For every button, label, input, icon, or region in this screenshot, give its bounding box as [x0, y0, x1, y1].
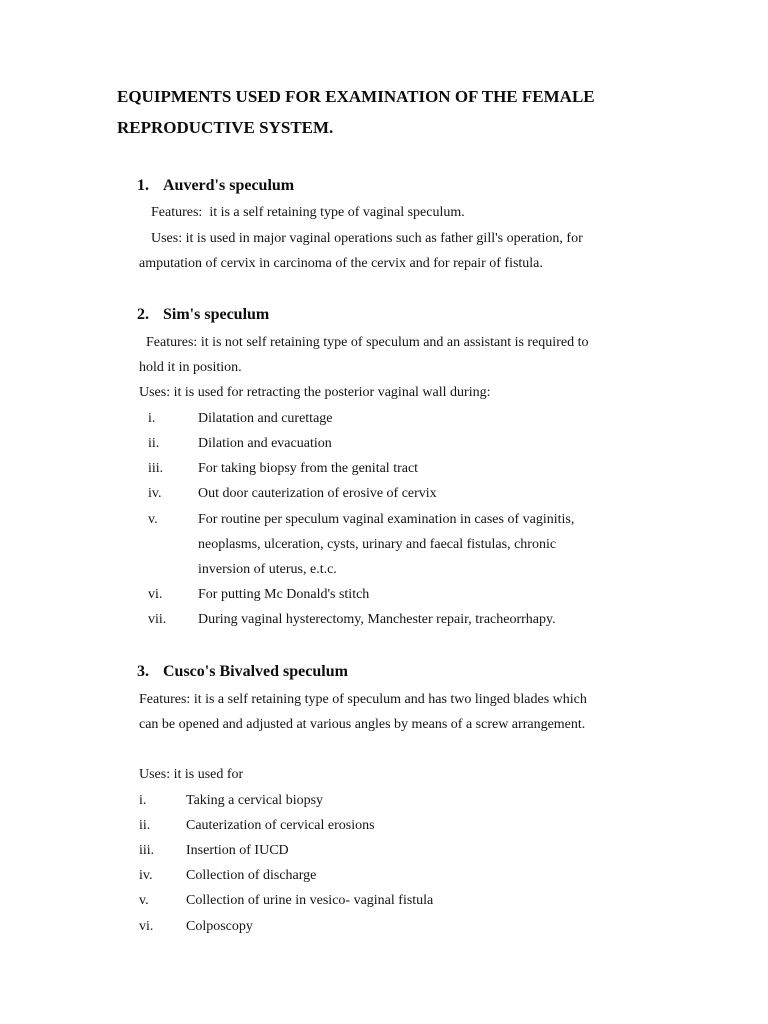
- section-3-heading: Cusco's Bivalved speculum: [163, 663, 348, 680]
- list-item-number: vii.: [148, 612, 167, 627]
- list-item-number: vi.: [148, 587, 163, 602]
- section-2-heading: Sim's speculum: [163, 306, 270, 323]
- list-item-text: Insertion of IUCD: [186, 843, 289, 858]
- list-item-number: iii.: [139, 843, 155, 858]
- list-item-number: iv.: [139, 868, 153, 883]
- page-title-line-1: EQUIPMENTS USED FOR EXAMINATION OF THE FEMALE: [117, 87, 595, 106]
- list-item-number: ii.: [148, 436, 160, 451]
- page-title-line-2: REPRODUCTIVE SYSTEM.: [117, 118, 334, 137]
- list-item-number: vi.: [139, 919, 154, 934]
- section-2-features-line-1: Features: it is not self retaining type of speculum and an assistant is required to: [146, 335, 589, 350]
- list-item-text: Dilatation and curettage: [198, 411, 333, 426]
- section-2-uses-intro: Uses: it is used for retracting the posterior vaginal wall during:: [139, 385, 491, 400]
- list-item-number: ii.: [139, 818, 151, 833]
- section-1-heading: Auverd's speculum: [163, 177, 295, 194]
- list-item-number: iii.: [148, 461, 164, 476]
- section-1-number: 1.: [137, 177, 149, 194]
- list-item-text: For putting Mc Donald's stitch: [198, 587, 370, 602]
- section-3-number: 3.: [137, 663, 149, 680]
- section-2-features-line-2: hold it in position.: [139, 360, 242, 375]
- list-item-text: Collection of discharge: [186, 868, 317, 883]
- list-item-number: i.: [139, 793, 147, 808]
- section-3-uses-intro: Uses: it is used for: [139, 767, 244, 782]
- section-1-features-line-1: Features: it is a self retaining type of vaginal speculum.: [151, 205, 465, 220]
- list-item-number: iv.: [148, 486, 162, 501]
- section-3-features-line-1: Features: it is a self retaining type of speculum and has two linged blades which: [139, 692, 587, 707]
- list-item-number: v.: [139, 893, 149, 908]
- list-item-text: Cauterization of cervical erosions: [186, 818, 375, 833]
- section-1-uses-line-1: Uses: it is used in major vaginal operations such as father gill's operation, for: [151, 231, 583, 246]
- section-3-features-line-2: can be opened and adjusted at various angles by means of a screw arrangement.: [139, 717, 586, 732]
- list-item-text-continued: neoplasms, ulceration, cysts, urinary and faecal fistulas, chronic: [198, 537, 557, 552]
- list-item-text: Taking a cervical biopsy: [186, 793, 324, 808]
- list-item-number: v.: [148, 512, 158, 527]
- list-item-text: For routine per speculum vaginal examination in cases of vaginitis,: [198, 512, 575, 527]
- list-item-number: i.: [148, 411, 156, 426]
- list-item-text: For taking biopsy from the genital tract: [198, 461, 419, 476]
- section-1-uses-line-2: amputation of cervix in carcinoma of the cervix and for repair of fistula.: [139, 256, 543, 271]
- list-item-text: Out door cauterization of erosive of cervix: [198, 486, 437, 501]
- section-2-number: 2.: [137, 306, 149, 323]
- list-item-text: During vaginal hysterectomy, Manchester repair, tracheorrhapy.: [198, 612, 556, 627]
- list-item-text: Collection of urine in vesico- vaginal fistula: [186, 893, 434, 908]
- list-item-text: Colposcopy: [186, 919, 253, 934]
- list-item-text: Dilation and evacuation: [198, 436, 332, 451]
- list-item-text-continued: inversion of uterus, e.t.c.: [198, 562, 337, 577]
